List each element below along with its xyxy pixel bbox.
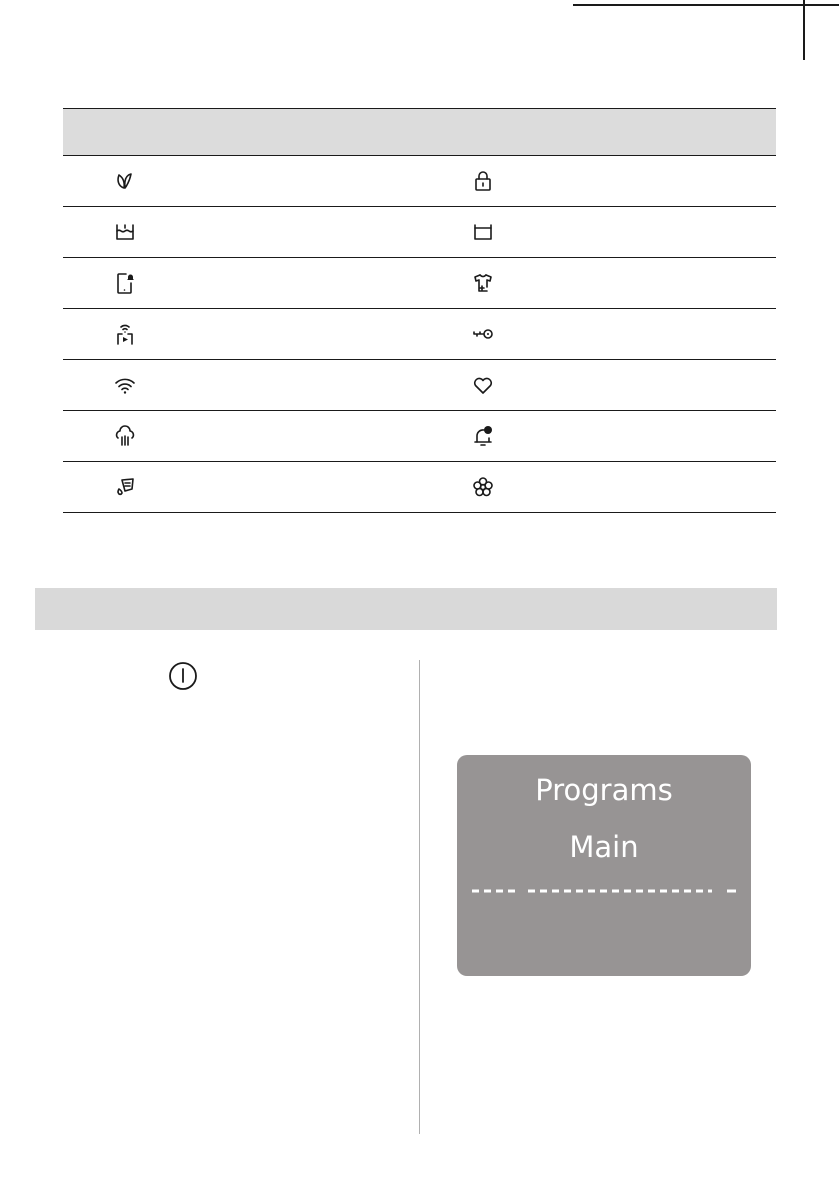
add-garment-icon [471, 258, 495, 308]
power-icon [168, 661, 198, 691]
detergent-icon [113, 462, 137, 512]
phone-notification-icon [113, 258, 137, 308]
remote-start-icon [113, 309, 137, 359]
table-row [63, 309, 776, 360]
appliance-display-screen [457, 755, 751, 976]
heart-icon [471, 360, 495, 410]
key-icon [471, 309, 495, 359]
display-line-main: Main [569, 830, 639, 864]
crop-mark-vertical [803, 0, 805, 60]
lock-icon [471, 156, 495, 206]
crop-mark-horizontal [573, 0, 839, 6]
leaf-icon [113, 156, 137, 206]
table-header [63, 108, 776, 156]
wifi-icon [113, 360, 137, 410]
table-row [63, 258, 776, 309]
table-row [63, 156, 776, 207]
display-line-programs: Programs [535, 773, 673, 807]
empty-tub-icon [471, 207, 495, 257]
table-row [63, 360, 776, 411]
icon-legend-table [63, 108, 776, 513]
column-divider [419, 660, 420, 1134]
table-row [63, 207, 776, 258]
steam-icon [113, 411, 137, 461]
table-row [63, 411, 776, 462]
section-header-banner [35, 588, 777, 630]
table-row [63, 462, 776, 513]
bell-notification-icon [471, 411, 495, 461]
flower-icon [471, 462, 495, 512]
tub-water-level-icon [113, 207, 137, 257]
display-progress-dashes [472, 883, 736, 897]
